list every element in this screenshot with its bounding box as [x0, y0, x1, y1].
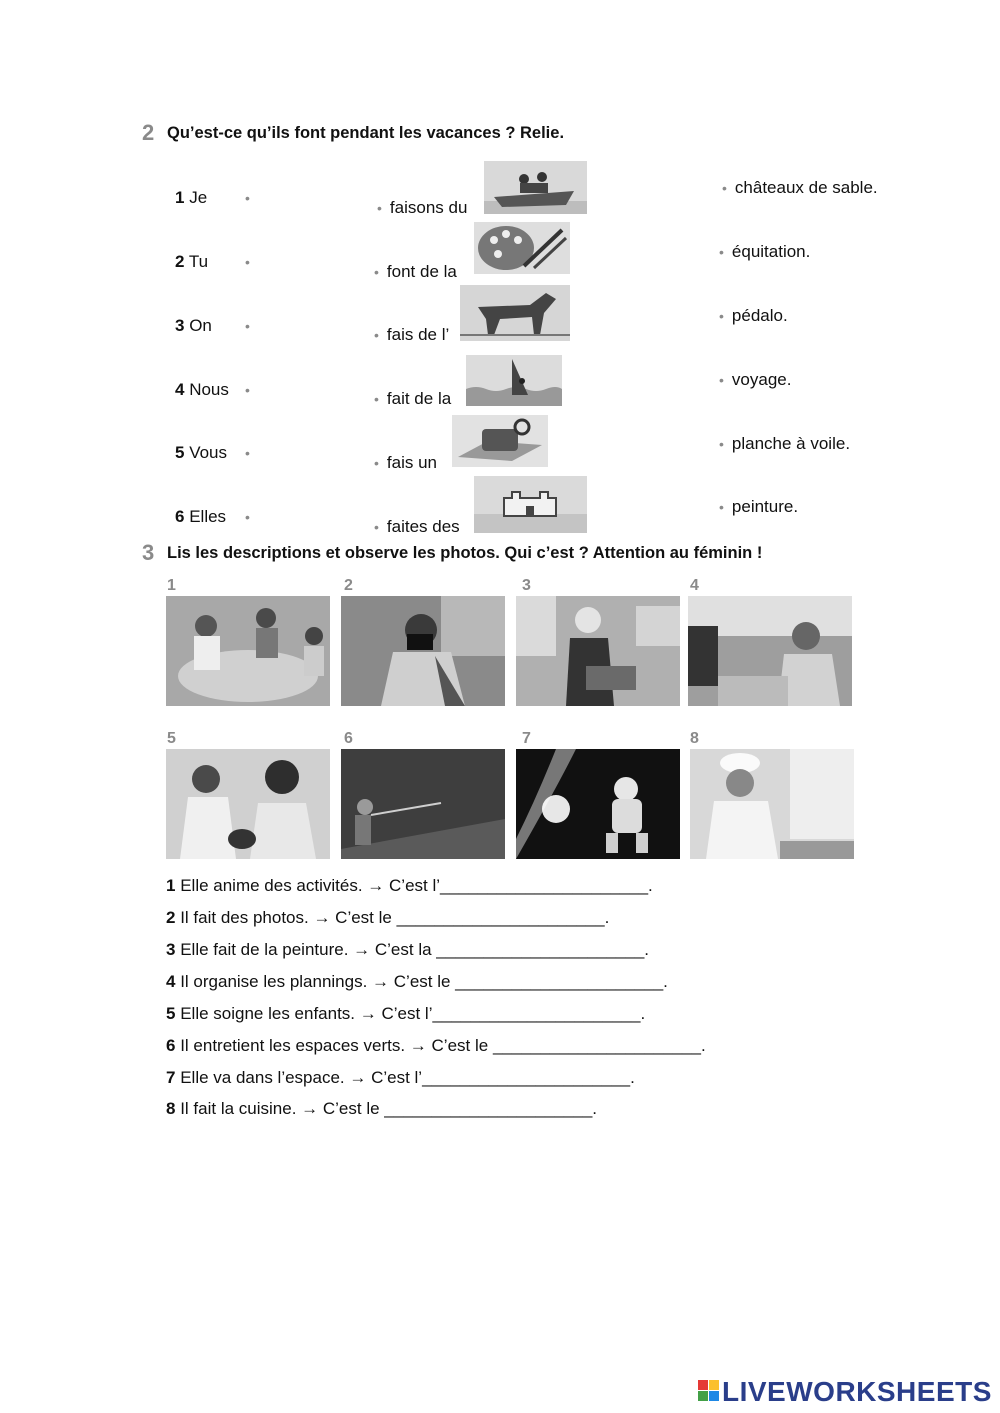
astronaut-photo [516, 749, 680, 859]
sentence-item[interactable]: 6 Il entretient les espaces verts. → C’est le ______________________. [166, 1036, 706, 1055]
suitcase-icon [452, 415, 548, 467]
photo-number: 1 [167, 577, 176, 594]
chef-photo [690, 749, 854, 859]
subject-item: 3 On [175, 316, 212, 335]
subject-connect-dot[interactable]: • [245, 382, 250, 398]
exercise-2-number: 2 [142, 120, 155, 145]
subject-connect-dot[interactable]: • [245, 318, 250, 334]
sentence-item[interactable]: 8 Il fait la cuisine. → C’est le ______________________. [166, 1099, 598, 1118]
subject-item: 2 Tu [175, 252, 209, 271]
photo-number: 3 [522, 577, 531, 594]
photo-number: 5 [167, 730, 176, 747]
photographer-photo [341, 596, 505, 706]
child-doctor-photo [166, 749, 330, 859]
exercise-2-title: Qu’est-ce qu’ils font pendant les vacances ? Relie. [167, 124, 565, 142]
pedal-boat-icon [484, 161, 587, 214]
verb-item[interactable]: • faites des [374, 517, 460, 536]
ending-item[interactable]: • équitation. [719, 242, 811, 261]
sandcastle-icon [474, 476, 587, 533]
ending-item[interactable]: • châteaux de sable. [722, 178, 878, 197]
subject-connect-dot[interactable]: • [245, 190, 250, 206]
subject-item: 1 Je [175, 188, 208, 207]
exercise-3-number: 3 [142, 540, 155, 565]
photo-number: 8 [690, 730, 699, 747]
sentence-item[interactable]: 1 Elle anime des activités. → C’est l’______________________. [166, 876, 653, 895]
subject-item: 6 Elles [175, 507, 227, 526]
ending-item[interactable]: • voyage. [719, 370, 792, 389]
ending-item[interactable]: • planche à voile. [719, 434, 851, 453]
subject-connect-dot[interactable]: • [245, 445, 250, 461]
painter-photo [516, 596, 680, 706]
exercise-3-title: Lis les descriptions et observe les photos. Qui c’est ? Attention au féminin ! [167, 544, 763, 562]
subject-item: 5 Vous [175, 443, 228, 462]
subject-connect-dot[interactable]: • [245, 254, 250, 270]
liveworksheets-logo-text[interactable]: LIVEWORKSHEETS [722, 1376, 992, 1407]
ending-item[interactable]: • peinture. [719, 497, 799, 516]
photo-number: 7 [522, 730, 531, 747]
office-man-photo [688, 596, 852, 706]
photo-number: 6 [344, 730, 353, 747]
sentence-item[interactable]: 3 Elle fait de la peinture. → C’est la ______________________. [166, 940, 649, 959]
verb-item[interactable]: • faisons du [377, 198, 468, 217]
sentence-item[interactable]: 5 Elle soigne les enfants. → C’est l’______________________. [166, 1004, 646, 1023]
photo-number: 4 [690, 577, 699, 594]
sentence-item[interactable]: 4 Il organise les plannings. → C’est le ______________________. [166, 972, 668, 991]
windsurf-icon [466, 355, 562, 406]
palette-icon [474, 222, 570, 274]
sentence-item[interactable]: 7 Elle va dans l’espace. → C’est l’______________________. [166, 1068, 635, 1087]
gardener-photo [341, 749, 505, 859]
horse-icon [460, 285, 570, 341]
sentence-item[interactable]: 2 Il fait des photos. → C’est le ______________________. [166, 908, 610, 927]
subject-connect-dot[interactable]: • [245, 509, 250, 525]
subject-item: 4 Nous [175, 380, 229, 399]
verb-item[interactable]: • fais de l’ [374, 325, 450, 344]
ending-item[interactable]: • pédalo. [719, 306, 788, 325]
photo-number: 2 [344, 577, 353, 594]
verb-item[interactable]: • fait de la [374, 389, 452, 408]
liveworksheets-logo-icon [698, 1380, 720, 1402]
verb-item[interactable]: • font de la [374, 262, 457, 281]
verb-item[interactable]: • fais un [374, 453, 437, 472]
children-activity-photo [166, 596, 330, 706]
